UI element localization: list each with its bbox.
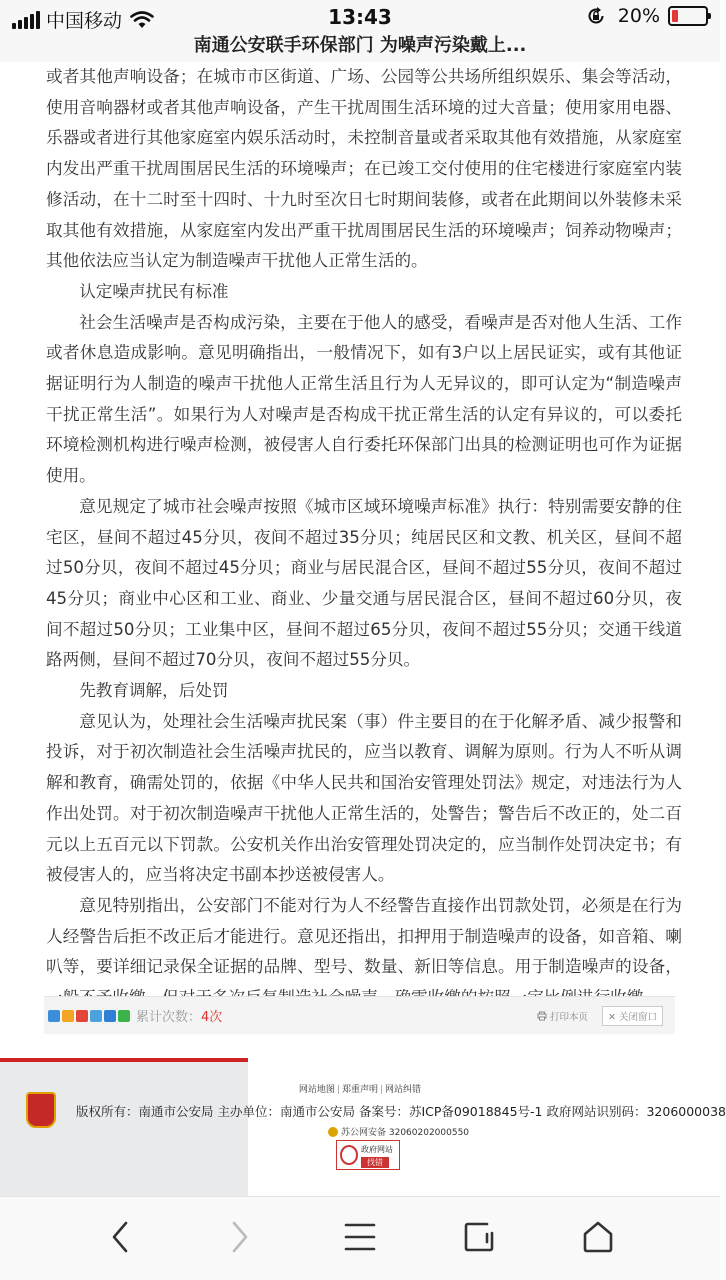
view-count-number: 4次 [201, 1010, 223, 1025]
close-window-button[interactable] [602, 1006, 663, 1026]
back-button[interactable] [96, 1215, 144, 1259]
article-paragraph: 或者其他声响设备；在城市市区街道、广场、公园等公共场所组织娱乐、集会等活动，使用音响器材或者其他声响设备，产生干扰周围生活环境的过大音量；使用家用电器、乐器或者进行其他家庭室内娱乐活动时，未控制音量或者采取其他有效措施，从家庭室内发出严重干扰周围居民生活的环境噪声；在已竣工交付使用的住宅楼进行家庭室内装修活动，在十二时至十四时、十九时至次日七时期间装修，或者在此期间以外装修未采取其他有效措施，从家庭室内发出严重干扰周围居民生活的环境噪声；饲养动物噪声；其他依法应当认定为制造噪声干扰他人正常生活的。 [46, 67, 682, 271]
page-title: 南通公安联手环保部门 为噪声污染戴上... [0, 34, 720, 62]
battery-level [672, 10, 678, 22]
menu-icon [344, 1222, 376, 1252]
browser-nav-bar [0, 1196, 720, 1280]
footer-beian[interactable] [328, 1125, 469, 1138]
beian-text: 苏公网安备 32060202000550 [341, 1128, 470, 1138]
chevron-right-icon [230, 1220, 250, 1254]
printer-icon [537, 1011, 547, 1021]
share-weibo-icon[interactable] [76, 1010, 88, 1022]
gov-error-button[interactable] [336, 1140, 400, 1170]
tabs-button[interactable] [456, 1215, 504, 1259]
gov-box-action: 找错 [361, 1157, 389, 1168]
article-paragraph: 意见规定了城市社会噪声按照《城市区域环境噪声标准》执行：特别需要安静的住宅区，昼间不超过45分贝，夜间不超过35分贝；纯居民区和文教、机关区，昼间不超过50分贝，夜间不超过45分贝；商业与居民混合区，昼间不超过55分贝，夜间不超过45分贝；商业中心区和工业、商业、少量交通与居民混合区，昼间不超过60分贝，夜间不超过50分贝；工业集中区，昼间不超过65分贝，夜间不超过55分贝；交通干线道路两侧，昼间不超过70分贝，夜间不超过55分贝。 [46, 496, 682, 670]
section-heading: 认定噪声扰民有标准 [79, 281, 229, 301]
forward-button[interactable] [216, 1215, 264, 1259]
footer-accent-bar [0, 1058, 248, 1062]
link-statement[interactable]: 郑重声明 [341, 1085, 378, 1095]
print-button[interactable] [537, 1009, 588, 1023]
share-tencent-icon[interactable] [90, 1010, 102, 1022]
link-error-report[interactable]: 网站纠错 [385, 1085, 422, 1095]
share-qzone-icon[interactable] [62, 1010, 74, 1022]
article-toolbar [44, 996, 675, 1034]
share-add-icon[interactable] [48, 1010, 60, 1022]
battery-percent: 20% [617, 5, 660, 27]
close-icon: ✕ [607, 1012, 616, 1023]
gov-logo-icon [340, 1145, 358, 1165]
police-emblem-icon [328, 1127, 338, 1137]
section-heading: 先教育调解，后处罚 [79, 681, 229, 701]
footer-copyright: 版权所有：南通市公安局 主办单位：南通市公安局 备案号：苏ICP备09018845号-1 政府网站识别码：3206000038 [76, 1104, 726, 1119]
clock: 13:43 [328, 5, 392, 29]
menu-button[interactable] [336, 1215, 384, 1259]
view-count [136, 1006, 222, 1025]
battery-icon [668, 6, 708, 26]
rotation-lock-icon [586, 6, 606, 26]
close-label: 关闭窗口 [618, 1012, 657, 1023]
share-renren-icon[interactable] [104, 1010, 116, 1022]
print-label: 打印本页 [549, 1012, 588, 1023]
home-icon [581, 1220, 615, 1254]
article-paragraph: 意见特别指出，公安部门不能对行为人不经警告直接作出罚款处罚，必须是在行为人经警告后拒不改正后才能进行。意见还指出，扣押用于制造噪声的设备，如音箱、喇叭等，要详细记录保全证据的品牌、型号、数量、新旧等信息。用于制造噪声的设备， [46, 895, 682, 977]
chevron-left-icon [110, 1220, 130, 1254]
home-button[interactable] [574, 1215, 622, 1259]
status-bar [0, 0, 720, 34]
carrier-name: 中国移动 [46, 10, 123, 32]
article-body [0, 62, 720, 994]
police-badge-icon[interactable] [26, 1092, 56, 1128]
article-paragraph: 社会生活噪声是否构成污染，主要在于他人的感受，看噪声是否对他人生活、工作或者休息造成影响。意见明确指出，一般情况下，如有3户以上居民证实，或有其他证据证明行为人制造的噪声干扰他人正常生活且行为人无异议的，即可认定为“制造噪声干扰正常生活”。如果行为人对噪声是否构成干扰正常生活的认定有异议的，可以委托环境检测机构进行噪声检测，被侵害人自行委托环保部门出具的检测证明也可作为证据使用。 [46, 312, 682, 486]
tabs-icon [463, 1221, 497, 1253]
link-sitemap[interactable]: 网站地图 [298, 1085, 335, 1095]
site-footer [0, 1058, 726, 1196]
gov-box-title: 政府网站 [361, 1145, 393, 1154]
article-paragraph: 意见认为，处理社会生活噪声扰民案（事）件主要目的在于化解矛盾、减少报警和投诉，对于初次制造社会生活噪声扰民的，应当以教育、调解为原则。行为人不听从调解和教育，确需处罚的，依据《中华人民共和国治安管理处罚法》规定，对违法行为人作出处罚。对于初次制造噪声干扰他人正常生活的，处警告；警告后不改正的，处二百元以上五百元以下罚款。公安机关作出治安管理处罚决定的，应当制作处罚决定书；有被侵害人的，应当将决定书副本抄送被侵害人。 [46, 711, 682, 885]
view-count-label: 累计次数： [136, 1010, 202, 1025]
footer-links: 网站地图 | 郑重声明 | 网站纠错 [298, 1085, 422, 1095]
share-icons [48, 1010, 130, 1022]
share-wechat-icon[interactable] [118, 1010, 130, 1022]
